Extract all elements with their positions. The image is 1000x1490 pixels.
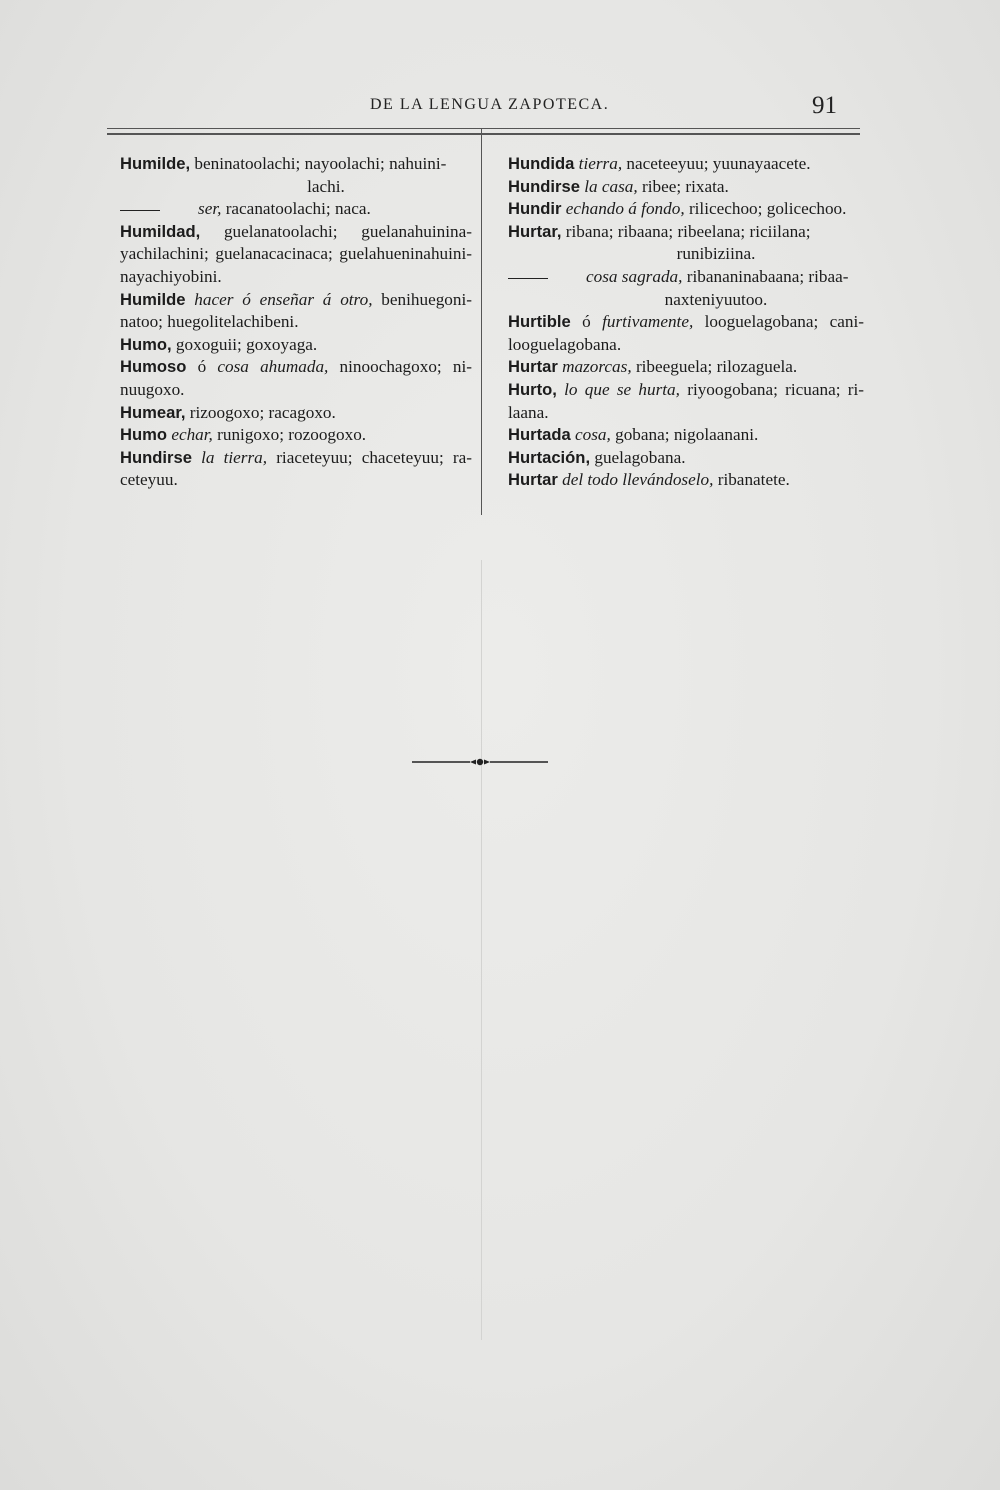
usage-note: echar, [167,425,213,445]
headword: Hundirse [120,447,192,467]
repeat-dash [120,210,160,211]
usage-note: del todo llevándoselo, [557,470,714,490]
entry-hundir [508,198,864,221]
definition: looguelagobana; cani-looguelagobana. [508,312,864,354]
entry-hurtible [508,311,864,356]
definition: gobana; nigolaanani. [610,425,759,445]
entry-humoso [120,356,472,401]
entry-hurtar-del-todo [508,469,864,492]
headword: Hurtar [508,357,558,377]
usage-note: hacer ó enseñar á otro, [185,289,373,309]
entry-hurtada [508,424,864,447]
usage-note: cosa sagrada, [586,266,683,286]
connector: ó [570,312,603,332]
headword: Humoso [120,357,187,377]
usage-note: la tierra, [191,447,268,467]
definition: guelanatoolachi; guelanahuinina-yachilachini; guelanacacinaca; guelahueninahuini-nayachiyobini. [120,221,472,286]
entry-humilde-hacer [120,289,472,334]
definition: ribananinabaana; ribaa- [682,266,849,286]
entry-humilde [120,153,472,198]
definition: rilicechoo; golicechoo. [684,199,847,219]
definition: racanatoolachi; naca. [221,199,371,219]
entry-hundida [508,153,864,176]
headword: Humear, [120,402,186,422]
headword: Hundirse [508,176,580,196]
definition: guelagobana. [590,447,686,467]
definition: ribanatete. [713,470,790,490]
connector: ó [186,357,218,377]
repeat-dash [508,278,548,279]
headword: Hurtación, [508,447,591,467]
headword: Hurtada [508,425,571,445]
entry-hurtar-mazorcas [508,356,864,379]
definition: ribeeguela; rilozaguela. [631,357,798,377]
headword: Hurtar, [508,221,562,241]
usage-note: lo que se hurta, [556,379,680,399]
definition: naceteeyuu; yuunayaacete. [622,154,811,173]
header-rule-thin [107,128,860,129]
entry-hundirse-tierra [120,447,472,492]
definition-continuation: naxteniyuutoo. [664,289,768,309]
bleed-through-divider [481,560,482,1340]
page-number: 91 [812,92,837,119]
definition: runigoxo; rozoogoxo. [212,425,367,445]
definition: ribana; ribaana; ribeelana; riciilana; [561,221,811,241]
definition: goxoguii; goxoyaga. [171,334,318,354]
left-column [120,153,472,492]
definition: riyoogobana; ricuana; ri-laana. [508,379,864,422]
entry-hurtacion [508,447,864,470]
entry-humo-echar [120,424,472,447]
definition: benihuegoni-natoo; huegolitelachibeni. [120,289,472,332]
headword: Humildad, [120,221,201,241]
column-divider [481,128,482,515]
definition-continuation: runibiziina. [676,244,756,264]
headword: Hundir [508,199,562,219]
entry-hurtar [508,221,864,266]
headword: Humilde [120,289,186,309]
entry-humildad [120,221,472,289]
headword: Hurtar [508,470,558,490]
definition: beninatoolachi; nayoolachi; nahuini- [190,154,447,173]
section-ornament [410,755,550,769]
usage-note: echando á fondo, [561,199,685,219]
header-rule-thick [107,133,860,135]
definition: riaceteyuu; chaceteyuu; ra-ceteyuu. [120,447,472,490]
usage-note: cosa, [570,425,611,445]
usage-note: mazorcas, [557,357,632,377]
usage-note: cosa ahumada, [217,357,329,377]
headword: Humo, [120,334,172,354]
entry-hurtar-sagrada [508,266,864,311]
usage-note: ser, [198,199,222,219]
entry-humo [120,334,472,357]
headword: Humo [120,425,168,445]
entry-hurto [508,379,864,424]
usage-note: tierra, [574,154,623,173]
headword: Hurtible [508,312,571,332]
usage-note: furtivamente, [602,312,694,332]
headword: Hurto, [508,379,557,399]
entry-hundirse-casa [508,176,864,199]
entry-humear [120,402,472,425]
definition: rizoogoxo; racagoxo. [185,402,336,422]
definition-continuation: lachi. [307,176,345,196]
headword: Hundida [508,154,575,173]
right-column [508,153,864,492]
running-head: DE LA LENGUA ZAPOTECA. [370,96,610,113]
usage-note: la casa, [579,176,638,196]
definition: ninoochagoxo; ni-nuugoxo. [120,357,473,399]
entry-humilde-ser [120,198,472,221]
headword: Humilde, [120,154,191,173]
definition: ribee; rixata. [637,176,729,196]
